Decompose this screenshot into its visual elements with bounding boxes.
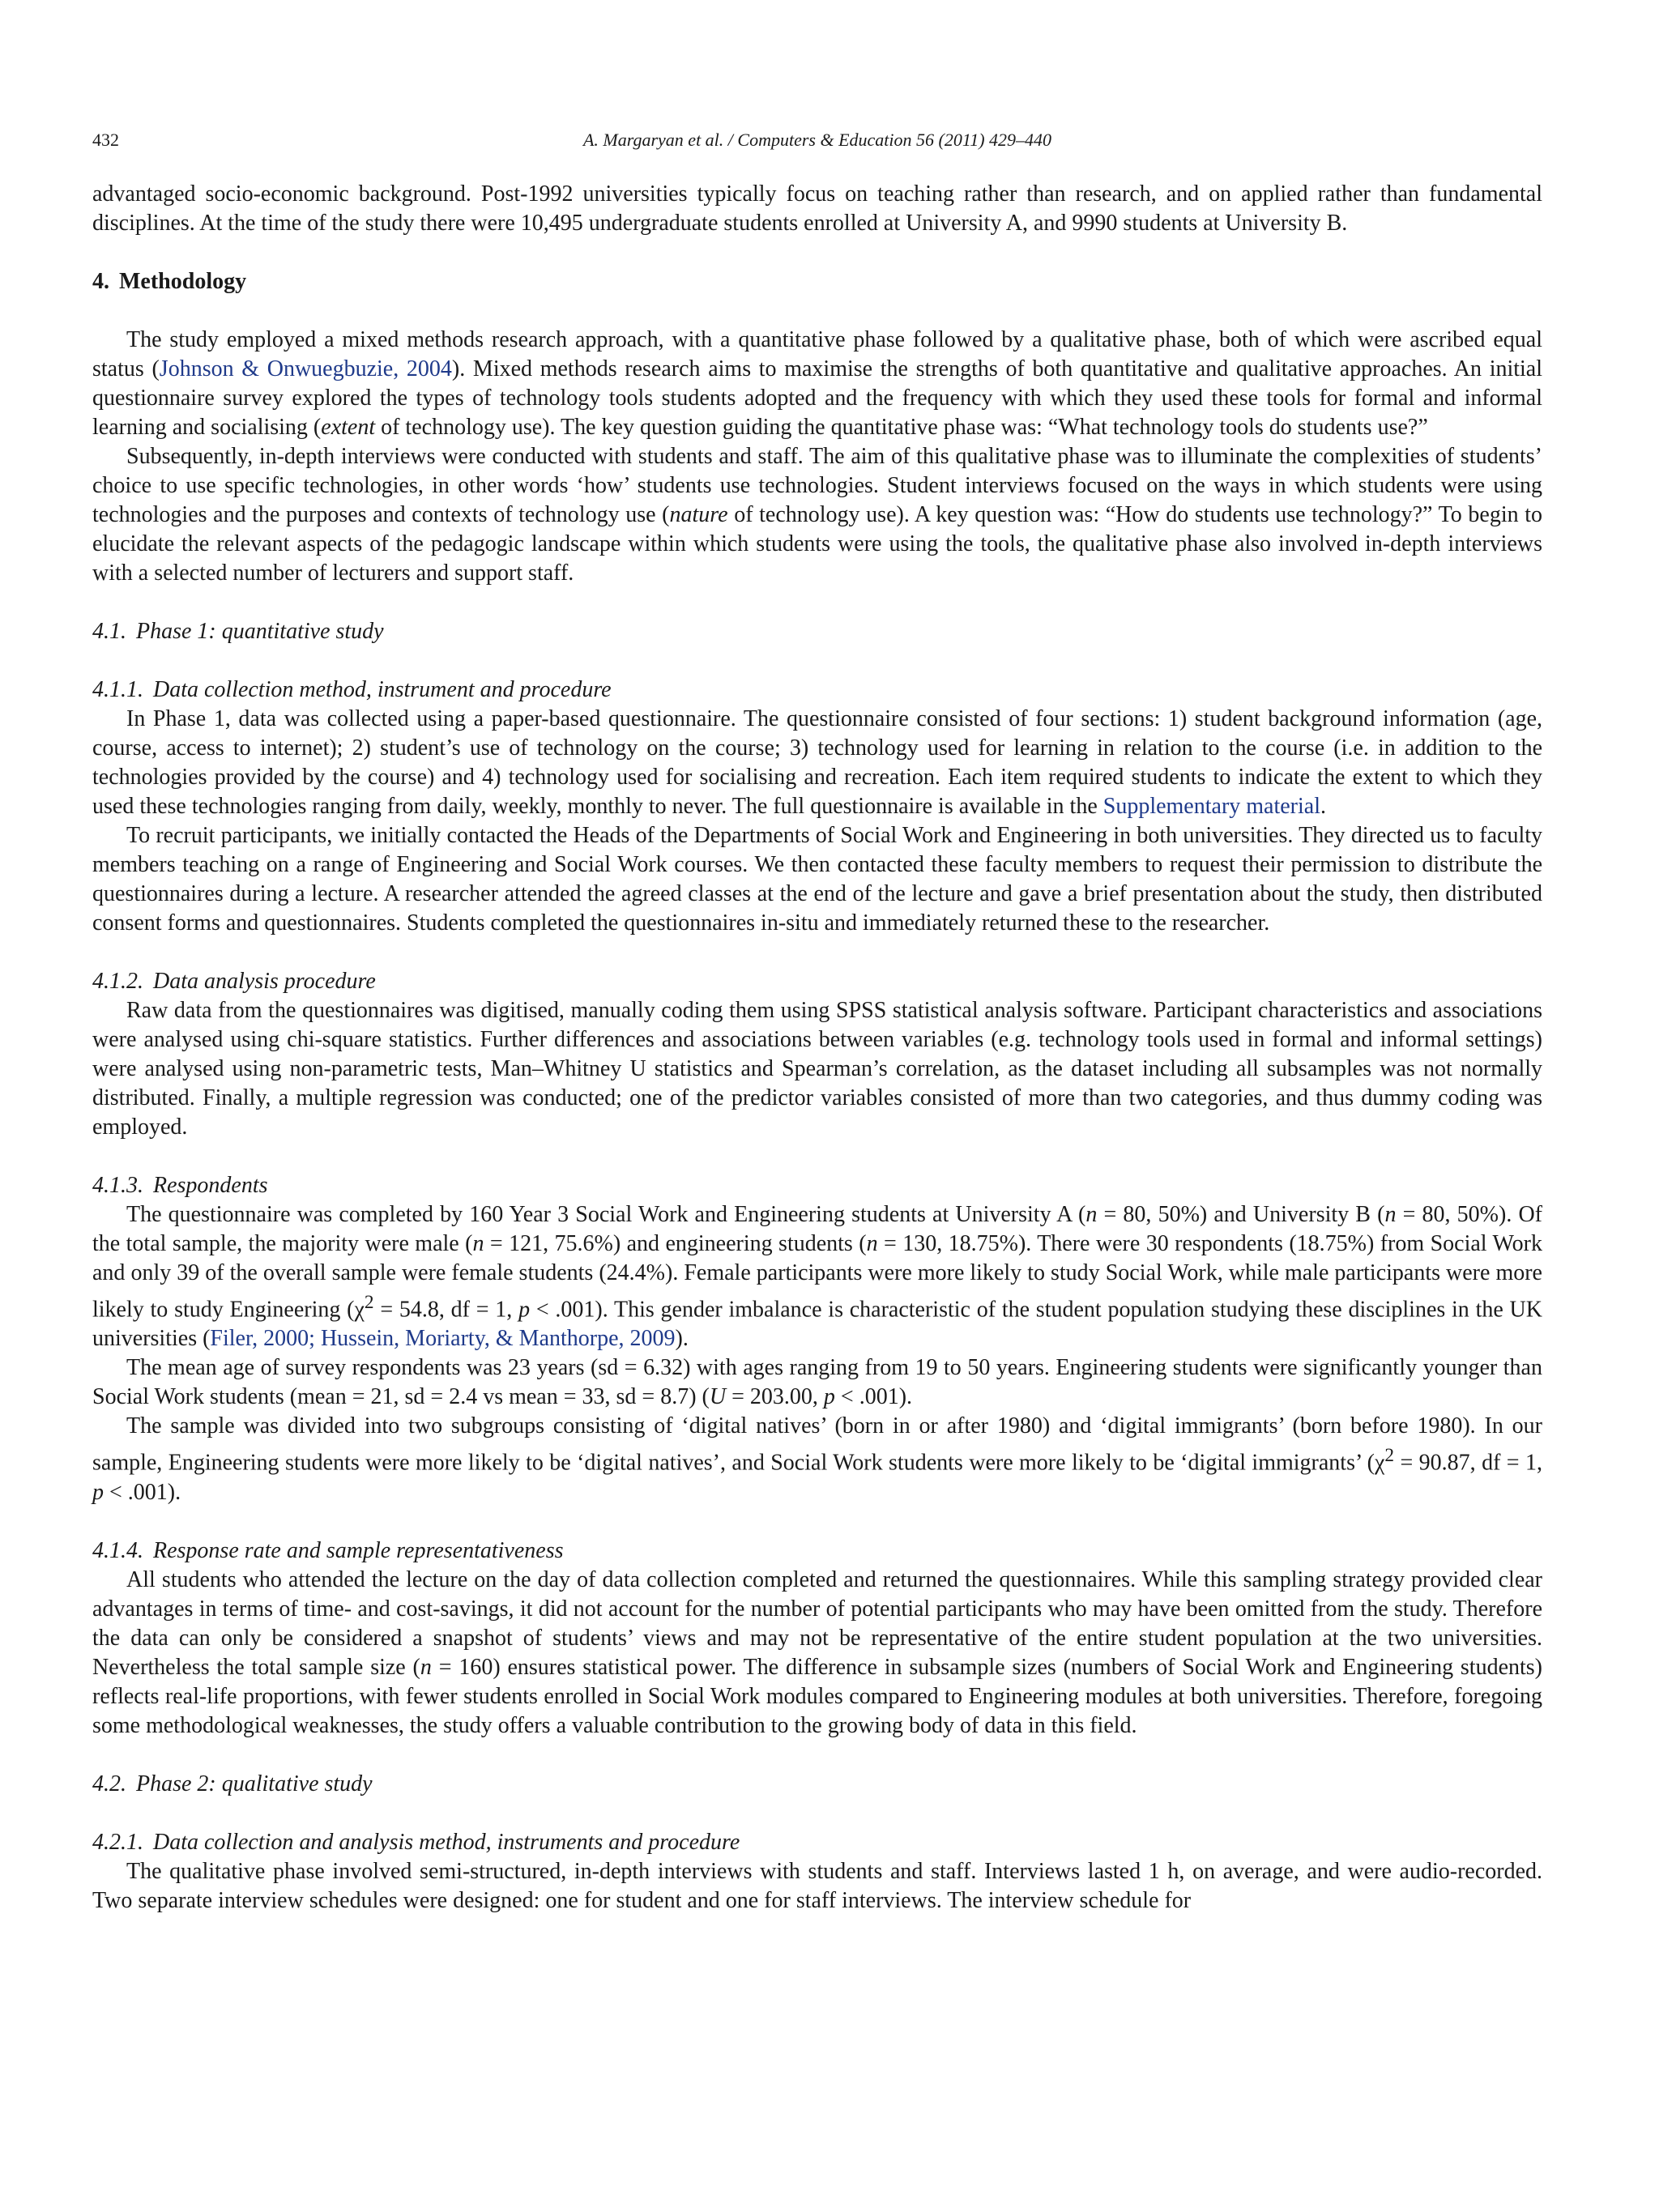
- journal-citation-line: A. Margaryan et al. / Computers & Education 56 (2011) 429–440: [582, 130, 1052, 150]
- subsection-heading-phase-1: 4.1. Phase 1: quantitative study: [92, 619, 384, 644]
- qualitative-method-paragraph: The qualitative phase involved semi-structured, in-depth interviews with students and staff. Interviews lasted 1 h, on average, and were audio-recorded. Two separate interview schedules were designed: one for student and one for staff interviews. The interview schedule for: [92, 1858, 1542, 1913]
- methodology-paragraph-2: Subsequently, in-depth interviews were conducted with students and staff. The aim of this qualitative phase was to illuminate the complexities of students’ choice to use specific technologies, in other words ‘how’ students use technologies. Student interviews focused on the ways in which students were using technologies and the purposes and contexts of technology use (nature of technology use). A key question was: “How do students use technology?” To begin to elucidate the relevant aspects of the pedagogic landscape within which students were using the tools, the qualitative phase also involved in-depth interviews with a selected number of lecturers and support staff.: [92, 444, 1543, 586]
- respondents-paragraph-1: The questionnaire was completed by 160 Year 3 Social Work and Engineering students at University A (n = 80, 50%) and University B (n = 80, 50%). Of the total sample, the majority were male (n = 121, 75.6%) and engineering students (n = 130, 18.75%). There were 30 respondents (18.75%) from Social Work and only 39 of the overall sample were female students (24.4%). Female participants were more likely to study Social Work, while male participants were more likely to study Engineering ($\chi^2 = 54.8$, df = 1, p < .001). This gender imbalance is characteristic of the student population studying these disciplines in the UK universities (Filer, 2000; Hussein, Moriarty, & Manthorpe, 2009).: [92, 1202, 1543, 1352]
- data-collection-paragraph-2: To recruit participants, we initially contacted the Heads of the Departments of Social Work and Engineering in both universities. They directed us to faculty members teaching on a range of Engineering and Social Work courses. We then contacted these faculty members to request their permission to distribute the questionnaires during a lecture. A researcher attended the agreed classes at the end of the lecture and gave a brief presentation about the study, then distributed consent forms and questionnaires. Students completed the questionnaires in-situ and immediately returned these to the researcher.: [92, 823, 1542, 936]
- subsubsection-heading-qualitative-method: 4.2.1. Data collection and analysis method, instruments and procedure: [92, 1829, 740, 1855]
- page-number: 432: [92, 130, 119, 150]
- intro-paragraph: advantaged socio-economic background. Post-1992 universities typically focus on teaching rather than research, and on applied rather than fundamental disciplines. At the time of the study there were 10,495 undergraduate students enrolled at University A, and 9990 students at University B.: [92, 181, 1542, 236]
- subsubsection-heading-data-analysis: 4.1.2. Data analysis procedure: [92, 969, 376, 994]
- citation-link-filer-hussein[interactable]: Filer, 2000; Hussein, Moriarty, & Manthorpe, 2009: [210, 1326, 676, 1352]
- subsubsection-heading-response-rate: 4.1.4. Response rate and sample representativeness: [92, 1537, 564, 1563]
- citation-link-johnson-onwuegbuzie[interactable]: Johnson & Onwuegbuzie, 2004: [159, 356, 452, 381]
- article-body: [92, 180, 1542, 1916]
- supplementary-material-link[interactable]: Supplementary material: [1102, 794, 1320, 819]
- respondents-paragraph-2: The mean age of survey respondents was 23 years (sd = 6.32) with ages ranging from 19 to 50 years. Engineering students were significantly younger than Social Work students (mean = 21, sd = 2.4 vs mean = 33, sd = 8.7) (U = 203.00, p < .001).: [92, 1355, 1542, 1410]
- respondents-paragraph-3: The sample was divided into two subgroups consisting of ‘digital natives’ (born in or after 1980) and ‘digital immigrants’ (born before 1980). In our sample, Engineering students were more likely to be ‘digital natives’, and Social Work students were more likely to be ‘digital immigrants’ ($\chi^2 = 90.87$, df = 1, p < .001).: [92, 1413, 1542, 1505]
- subsubsection-heading-respondents: 4.1.3. Respondents: [92, 1173, 268, 1198]
- methodology-paragraph-1: The study employed a mixed methods research approach, with a quantitative phase followed by a qualitative phase, both of which were ascribed equal status (Johnson & Onwuegbuzie, 2004). Mixed methods research aims to maximise the strengths of both quantitative and qualitative approaches. An initial questionnaire survey explored the types of technology tools students adopted and the frequency with which they used these tools for formal and informal learning and socialising (extent of technology use). The key question guiding the quantitative phase was: “What technology tools do students use?”: [92, 327, 1543, 440]
- data-collection-paragraph-1: In Phase 1, data was collected using a paper-based questionnaire. The questionnaire consisted of four sections: 1) student background information (age, course, access to internet); 2) student’s use of technology on the course; 3) technology used for learning in relation to the course (i.e. in addition to the technologies provided by the course) and 4) technology used for socialising and recreation. Each item required students to indicate the extent to which they used these technologies ranging from daily, weekly, monthly to never. The full questionnaire is available in the Supplementary material.: [92, 706, 1542, 819]
- running-head: [92, 130, 1542, 154]
- response-rate-paragraph: All students who attended the lecture on the day of data collection completed and returned the questionnaires. While this sampling strategy provided clear advantages in terms of time- and cost-savings, it did not account for the number of potential participants who may have been omitted from the study. Therefore the data can only be considered a snapshot of students’ views and may not be representative of the entire student population at the two universities. Nevertheless the total sample size (n = 160) ensures statistical power. The difference in subsample sizes (numbers of Social Work and Engineering students) reflects real-life proportions, with fewer students enrolled in Social Work modules compared to Engineering modules at both universities. Therefore, foregoing some methodological weaknesses, the study offers a valuable contribution to the growing body of data in this field.: [92, 1566, 1542, 1738]
- section-heading-methodology: 4. Methodology: [92, 269, 247, 294]
- data-analysis-paragraph: Raw data from the questionnaires was digitised, manually coding them using SPSS statistical analysis software. Participant characteristics and associations were analysed using chi-square statistics. Further differences and associations between variables (e.g. technology tools used in formal and informal settings) were analysed using non-parametric tests, Man–Whitney U statistics and Spearman’s correlation, as the dataset including all subsamples was not normally distributed. Finally, a multiple regression was conducted; one of the predictor variables consisted of more than two categories, and thus dummy coding was employed.: [92, 998, 1542, 1140]
- subsection-heading-phase-2: 4.2. Phase 2: qualitative study: [92, 1771, 373, 1796]
- subsubsection-heading-data-collection: 4.1.1. Data collection method, instrument and procedure: [92, 677, 612, 702]
